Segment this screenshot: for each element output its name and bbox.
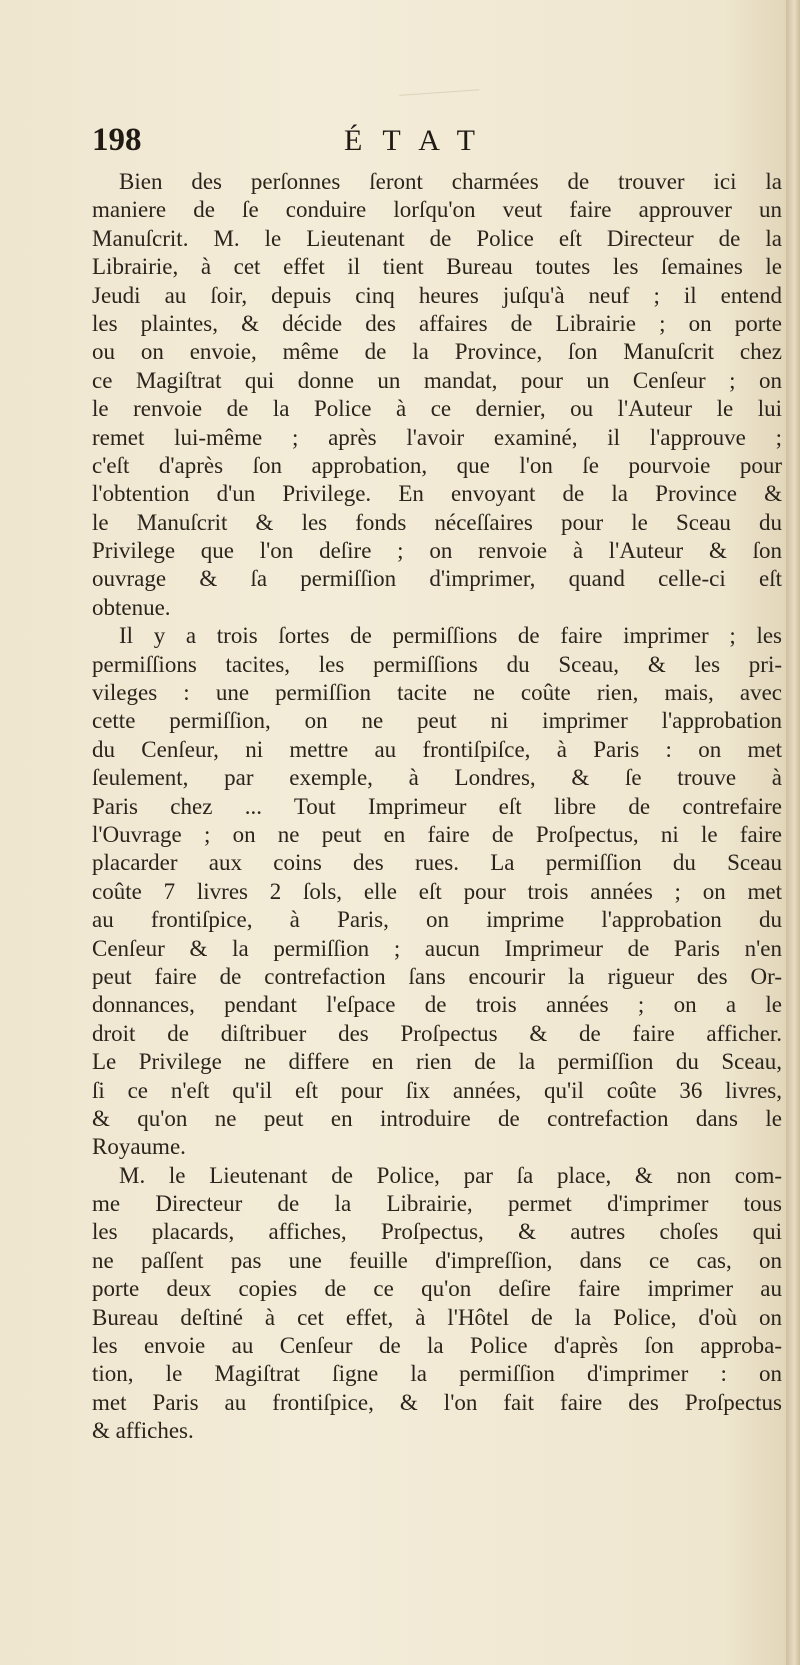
- text-line: ſi ce n'eſt qu'il eſt pour ſix années, qu'il coûte 36 livres,: [92, 1077, 782, 1103]
- text-line: du Cenſeur, ni mettre au frontiſpiſce, à Paris : on met: [92, 736, 782, 762]
- text-line: porte deux copies de ce qu'on deſire faire imprimer au: [92, 1276, 782, 1302]
- text-line: les plaintes, & décide des affaires de Librairie ; on porte: [92, 310, 782, 336]
- text-line: ouvrage & ſa permiſſion d'imprimer, quand celle-ci eſt: [92, 566, 782, 592]
- text-line: Privilege que l'on deſire ; on renvoie à l'Auteur & ſon: [92, 538, 782, 564]
- text-line: tion, le Magiſtrat ſigne la permiſſion d'imprimer : on: [92, 1361, 782, 1387]
- text-line: ne paſſent pas une feuille d'impreſſion, dans ce cas, on: [92, 1247, 782, 1273]
- text-line: Le Privilege ne differe en rien de la permiſſion du Sceau,: [92, 1049, 782, 1075]
- text-line: Paris chez ... Tout Imprimeur eſt libre de contrefaire: [92, 793, 782, 819]
- text-line: le renvoie de la Police à ce dernier, ou l'Auteur le lui: [92, 396, 782, 422]
- pencil-mark: [399, 89, 480, 116]
- text-line: le Manuſcrit & les fonds néceſſaires pour le Sceau du: [92, 509, 782, 535]
- text-line: Cenſeur & la permiſſion ; aucun Imprimeur de Paris n'en: [92, 935, 782, 961]
- text-line: les placards, affiches, Proſpectus, & autres choſes qui: [92, 1219, 782, 1245]
- body-text: [92, 168, 782, 1446]
- page-edge: [786, 0, 800, 1665]
- text-line: Il y a trois ſortes de permiſſions de faire imprimer ; les: [119, 623, 782, 649]
- running-title: ÉTAT: [344, 124, 495, 157]
- page-number: 198: [92, 122, 142, 158]
- text-line: l'obtention d'un Privilege. En envoyant de la Province &: [92, 481, 782, 507]
- text-line: ce Magiſtrat qui donne un mandat, pour un Cenſeur ; on: [92, 367, 782, 393]
- text-line: Jeudi au ſoir, depuis cinq heures juſqu'à neuf ; il entend: [92, 282, 782, 308]
- running-head: [92, 122, 782, 162]
- text-line: maniere de ſe conduire lorſqu'on veut faire approuver un: [92, 197, 782, 223]
- text-line: droit de diſtribuer des Proſpectus & de faire afficher.: [92, 1020, 782, 1046]
- text-line: peut faire de contrefaction ſans encourir la rigueur des Or-: [92, 963, 782, 989]
- text-line: donnances, pendant l'eſpace de trois années ; on a le: [92, 992, 782, 1018]
- text-line: ou on envoie, même de la Province, ſon Manuſcrit chez: [92, 339, 782, 365]
- text-line: c'eſt d'après ſon approbation, que l'on ſe pourvoie pour: [92, 452, 782, 478]
- text-line: cette permiſſion, on ne peut ni imprimer l'approbation: [92, 708, 782, 734]
- text-line: Royaume.: [92, 1134, 186, 1160]
- text-line: ſeulement, par exemple, à Londres, & ſe trouve à: [92, 765, 782, 791]
- text-line: les envoie au Cenſeur de la Police d'après ſon approba-: [92, 1333, 782, 1359]
- text-line: permiſſions tacites, les permiſſions du Sceau, & les pri-: [92, 651, 782, 677]
- text-line: l'Ouvrage ; on ne peut en faire de Proſpectus, ni le faire: [92, 821, 782, 847]
- text-line: M. le Lieutenant de Police, par ſa place, & non com-: [119, 1162, 782, 1188]
- text-line: & qu'on ne peut en introduire de contrefaction dans le: [92, 1105, 782, 1131]
- text-line: met Paris au frontiſpice, & l'on fait faire des Proſpectus: [92, 1389, 782, 1415]
- text-line: coûte 7 livres 2 ſols, elle eſt pour trois années ; on met: [92, 878, 782, 904]
- text-line: me Directeur de la Librairie, permet d'imprimer tous: [92, 1191, 782, 1217]
- text-line: remet lui-même ; après l'avoir examiné, il l'approuve ;: [92, 424, 782, 450]
- text-line: Manuſcrit. M. le Lieutenant de Police eſt Directeur de la: [92, 225, 782, 251]
- text-line: vileges : une permiſſion tacite ne coûte rien, mais, avec: [92, 680, 782, 706]
- text-line: obtenue.: [92, 594, 171, 620]
- text-line: Librairie, à cet effet il tient Bureau toutes les ſemaines le: [92, 254, 782, 280]
- text-line: & affiches.: [92, 1418, 194, 1444]
- text-line: placarder aux coins des rues. La permiſſion du Sceau: [92, 850, 782, 876]
- text-line: au frontiſpice, à Paris, on imprime l'approbation du: [92, 907, 782, 933]
- text-line: Bien des perſonnes ſeront charmées de trouver ici la: [119, 169, 782, 194]
- text-line: Bureau deſtiné à cet effet, à l'Hôtel de la Police, d'où on: [92, 1304, 782, 1330]
